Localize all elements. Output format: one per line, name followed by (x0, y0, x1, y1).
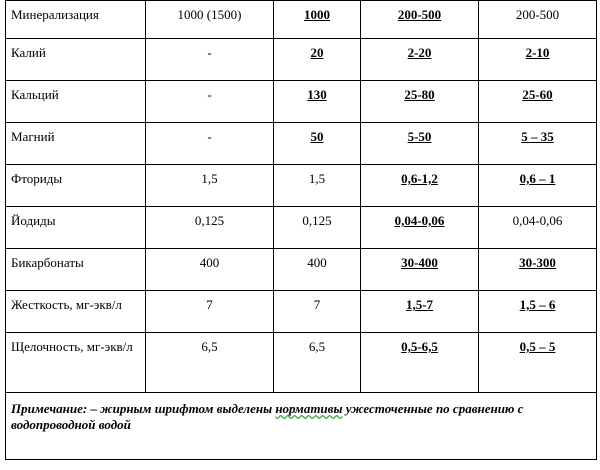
cell-text: Щелочность, мг-экв/л (11, 339, 133, 354)
cell-text: 0,6 – 1 (519, 171, 556, 186)
value-cell-col1 (146, 291, 274, 333)
cell-text: 400 (199, 255, 220, 270)
cell-text: Магний (11, 129, 55, 144)
value-cell-col4 (479, 81, 597, 123)
value-cell-col3 (361, 333, 479, 393)
note-row (6, 393, 597, 460)
cell-text: 1,5-7 (405, 297, 434, 312)
value-cell-col1 (146, 207, 274, 249)
cell-text: 7 (313, 297, 321, 312)
value-cell-col1 (146, 333, 274, 393)
value-cell-col2 (274, 39, 361, 81)
table-row (6, 165, 597, 207)
cell-text: 5 – 35 (521, 129, 554, 144)
value-cell-col3 (361, 81, 479, 123)
cell-text: 30-300 (519, 255, 556, 270)
value-cell-col1 (146, 81, 274, 123)
table-row (6, 81, 597, 123)
note-text-end: ужесточенные по сравнению с водопроводной водой (11, 401, 524, 432)
table-row (6, 207, 597, 249)
value-cell-col3 (361, 249, 479, 291)
cell-text: Жесткость, мг-экв/л (11, 297, 122, 312)
cell-text: Бикарбонаты (11, 255, 84, 270)
value-cell-col4 (479, 123, 597, 165)
cell-text: 5-50 (407, 129, 432, 144)
parameter-cell (6, 39, 146, 81)
cell-text: 20 (310, 45, 324, 60)
cell-text: 50 (310, 129, 324, 144)
value-cell-col3 (361, 207, 479, 249)
cell-text: 0,5 – 5 (519, 339, 556, 354)
cell-text: 25-80 (404, 87, 435, 102)
value-cell-col2 (274, 1, 361, 39)
value-cell-col3 (361, 39, 479, 81)
cell-text: 1,5 (201, 171, 218, 186)
parameter-cell (6, 165, 146, 207)
table-row (6, 123, 597, 165)
parameter-cell (6, 123, 146, 165)
value-cell-col1 (146, 1, 274, 39)
cell-text: 1,5 (308, 171, 326, 186)
value-cell-col2 (274, 123, 361, 165)
table-row (6, 333, 597, 393)
cell-text: 2-10 (525, 45, 550, 60)
value-cell-col4 (479, 39, 597, 81)
cell-text: 0,125 (302, 213, 332, 228)
value-cell-col4 (479, 249, 597, 291)
value-cell-col4 (479, 1, 597, 39)
cell-text: 130 (307, 87, 327, 102)
cell-text: 6,5 (308, 339, 326, 354)
cell-text: 30-400 (401, 255, 438, 270)
cell-text: - (207, 87, 212, 102)
cell-text: Минерализация (11, 7, 99, 22)
value-cell-col4 (479, 333, 597, 393)
cell-text: 0,5-6,5 (401, 339, 438, 354)
value-cell-col4 (479, 207, 597, 249)
value-cell-col2 (274, 333, 361, 393)
value-cell-col3 (361, 165, 479, 207)
cell-text: - (207, 45, 212, 60)
value-cell-col3 (361, 123, 479, 165)
value-cell-col1 (146, 39, 274, 81)
parameter-cell (6, 291, 146, 333)
value-cell-col1 (146, 165, 274, 207)
cell-text: Фториды (11, 171, 63, 186)
value-cell-col2 (274, 291, 361, 333)
cell-text: 400 (307, 255, 327, 270)
cell-text: 0,125 (194, 213, 225, 228)
parameter-cell (6, 249, 146, 291)
cell-text: 0,04-0,06 (394, 213, 445, 228)
cell-text: 25-60 (522, 87, 553, 102)
cell-text: 2-20 (407, 45, 432, 60)
parameter-cell (6, 333, 146, 393)
cell-text: 200-500 (397, 7, 442, 22)
value-cell-col2 (274, 81, 361, 123)
value-cell-col3 (361, 291, 479, 333)
cell-text: Кальций (11, 87, 59, 102)
note-highlight-word: нормативы (275, 401, 343, 416)
cell-text: 1000 (304, 7, 330, 22)
table-row (6, 1, 597, 39)
cell-text: 200-500 (515, 7, 560, 22)
document-page (5, 0, 596, 460)
value-cell-col2 (274, 249, 361, 291)
cell-text: 1,5 – 6 (519, 297, 556, 312)
cell-text: 6,5 (201, 339, 218, 354)
note-cell (6, 393, 597, 460)
cell-text: Йодиды (11, 213, 56, 228)
value-cell-col3 (361, 1, 479, 39)
value-cell-col4 (479, 165, 597, 207)
table-row (6, 291, 597, 333)
table-row (6, 39, 597, 81)
parameter-cell (6, 207, 146, 249)
cell-text: Калий (11, 45, 46, 60)
note-text-start: Примечание: – жирным шрифтом выделены (11, 401, 276, 416)
norms-table (5, 0, 597, 460)
value-cell-col2 (274, 165, 361, 207)
value-cell-col1 (146, 123, 274, 165)
parameter-cell (6, 81, 146, 123)
value-cell-col2 (274, 207, 361, 249)
value-cell-col1 (146, 249, 274, 291)
cell-text: 0,04-0,06 (512, 213, 563, 228)
cell-text: - (207, 129, 212, 144)
cell-text: 1000 (1500) (177, 7, 242, 22)
cell-text: 0,6-1,2 (401, 171, 438, 186)
cell-text: 7 (206, 297, 213, 312)
value-cell-col4 (479, 291, 597, 333)
parameter-cell (6, 1, 146, 39)
table-row (6, 249, 597, 291)
